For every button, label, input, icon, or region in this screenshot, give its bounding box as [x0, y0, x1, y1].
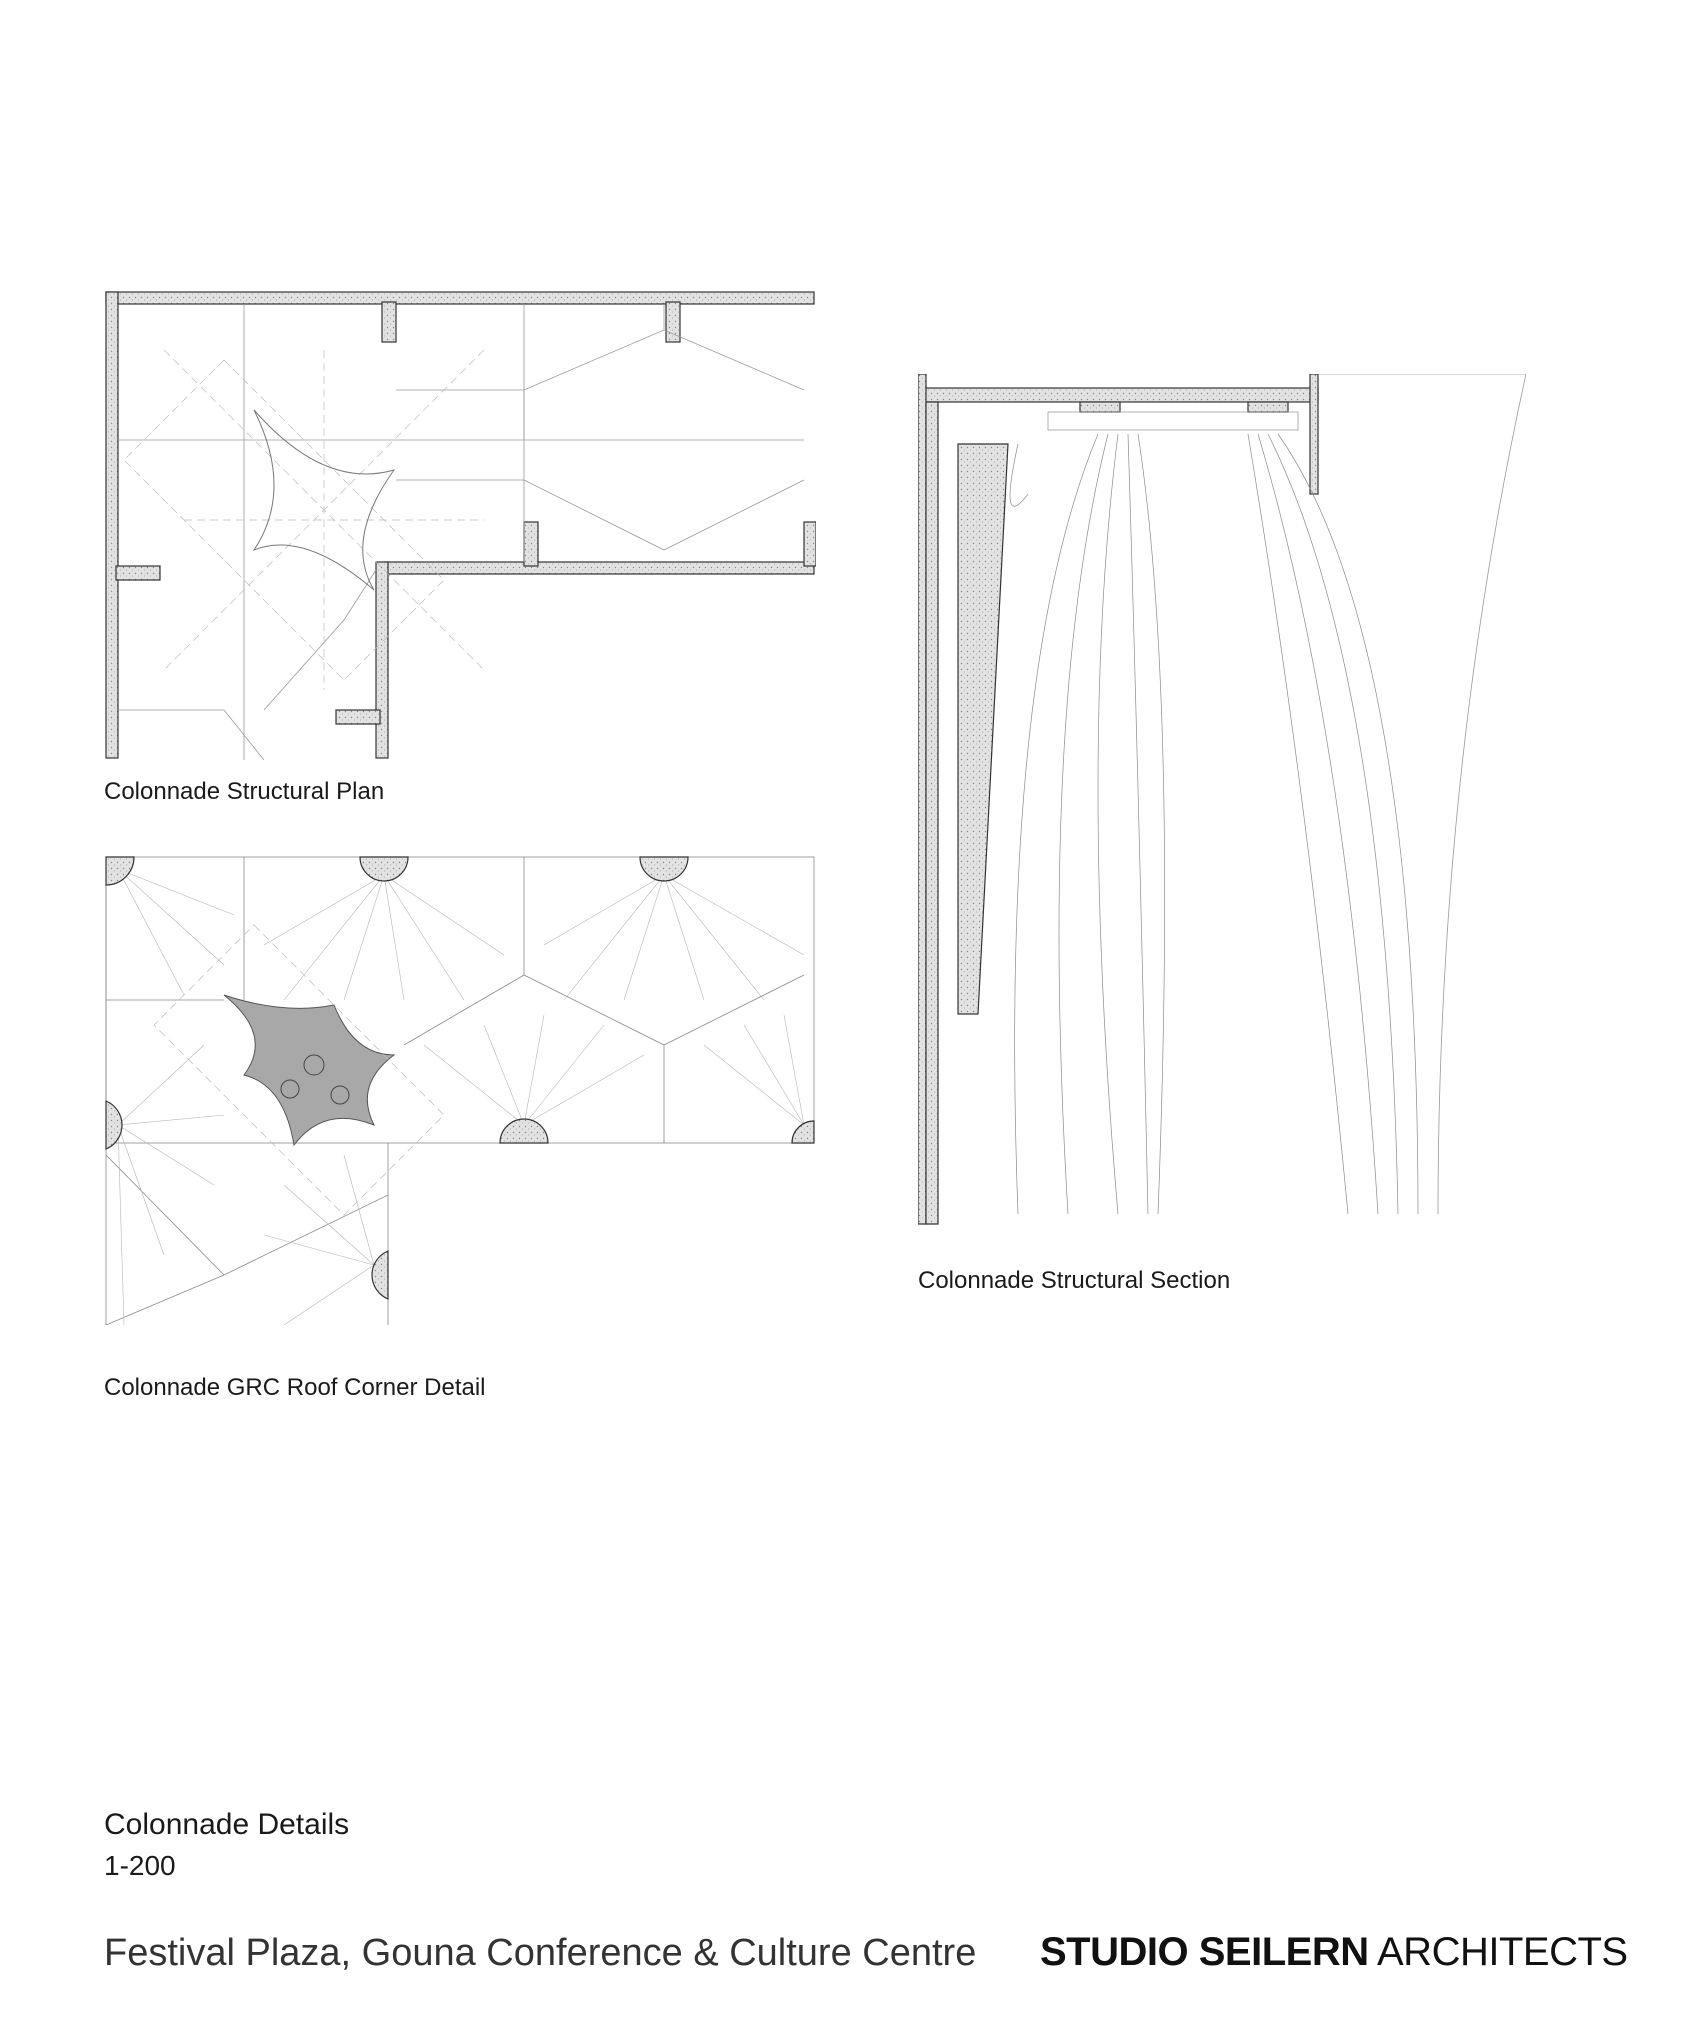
- roof-corner-drawing: [104, 855, 816, 1325]
- structural-plan-drawing: [104, 290, 816, 760]
- roof-corner-core: [224, 995, 394, 1145]
- plan-walls: [106, 292, 816, 758]
- section-wall: [926, 402, 1008, 1224]
- structural-section-drawing: [918, 374, 1526, 1228]
- sheet-scale: 1-200: [104, 1850, 176, 1881]
- studio-logo-bold: STUDIO SEILERN: [1040, 1930, 1369, 1974]
- roof-column-caps: [106, 857, 814, 1299]
- studio-logo-light: ARCHITECTS: [1368, 1930, 1628, 1974]
- roof-ribs: [118, 869, 804, 1325]
- section-column-lines: [1015, 434, 1418, 1214]
- section-caption: Colonnade Structural Section: [918, 1267, 1231, 1294]
- plan-dashed-guides: [124, 350, 484, 690]
- sheet-title: Colonnade Details: [104, 1808, 350, 1841]
- plan-grid-lines: [118, 304, 804, 760]
- plan-caption: Colonnade Structural Plan: [104, 778, 385, 805]
- roof-panel-grid: [106, 857, 814, 1325]
- studio-logo: [1040, 1930, 1628, 1975]
- roof-caption: Colonnade GRC Roof Corner Detail: [104, 1374, 486, 1401]
- section-outline: [1010, 374, 1526, 1214]
- project-name: Festival Plaza, Gouna Conference & Culture Centre: [104, 1932, 977, 1974]
